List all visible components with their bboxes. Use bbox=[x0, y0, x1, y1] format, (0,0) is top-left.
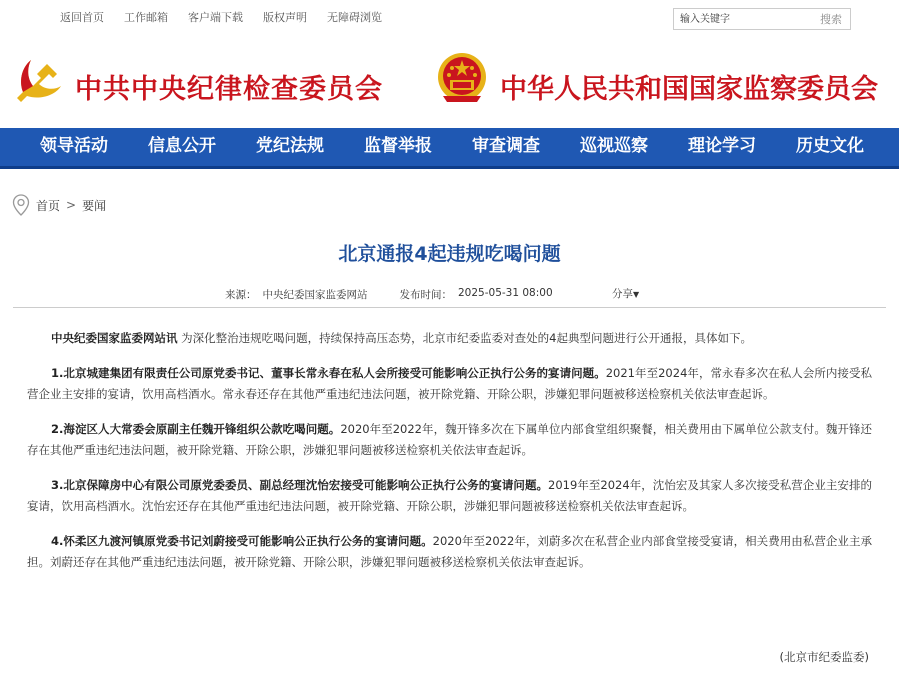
paragraph-lead: 中央纪委国家监委网站讯 bbox=[51, 331, 178, 345]
breadcrumb bbox=[12, 194, 106, 216]
chevron-down-icon: ▼ bbox=[633, 290, 640, 299]
paragraph-case-1 bbox=[27, 363, 872, 405]
article-meta bbox=[225, 287, 553, 302]
party-emblem-icon bbox=[13, 52, 65, 104]
link-mail[interactable]: 工作邮箱 bbox=[124, 11, 168, 24]
location-pin-icon bbox=[12, 194, 30, 216]
paragraph-text: 2020年至2022年，刘蔚多次在私营企业内部食堂接受宴请，相关费用由私营企业主承担。刘蔚还存在其他严重违纪违法问题，被开除党籍、开除公职，涉嫌犯罪问题被移送检察机关依法审查起诉。 bbox=[27, 534, 873, 569]
paragraph-case-2 bbox=[27, 419, 872, 461]
paragraph-case-3 bbox=[27, 475, 872, 517]
time-label: 发布时间： bbox=[399, 289, 452, 301]
link-client-download[interactable]: 客户端下载 bbox=[188, 11, 243, 24]
link-accessibility[interactable]: 无障碍浏览 bbox=[327, 11, 382, 24]
paragraph-text: 2019年至2024年，沈怡宏及其家人多次接受私营企业主安排的宴请，饮用高档酒水。沈怡宏还存在其他严重违纪违法问题，被开除党籍、开除公职，涉嫌犯罪问题被移送检察机关依法审查起诉。 bbox=[27, 478, 872, 513]
breadcrumb-current[interactable]: 要闻 bbox=[82, 198, 107, 213]
nav-item-disclosure[interactable]: 信息公开 bbox=[148, 136, 216, 156]
breadcrumb-home[interactable]: 首页 bbox=[36, 198, 61, 213]
title-nsc: 中华人民共和国国家监察委员会 bbox=[500, 74, 878, 105]
time-value: 2025-05-31 08:00 bbox=[458, 287, 553, 299]
article-footer-source: (北京市纪委监委) bbox=[779, 650, 869, 664]
top-links bbox=[60, 9, 382, 25]
nav-item-regulations[interactable]: 党纪法规 bbox=[256, 136, 324, 156]
source-value: 中央纪委国家监委网站 bbox=[262, 289, 368, 301]
nav-item-theory[interactable]: 理论学习 bbox=[688, 136, 756, 156]
paragraph-text: 为深化整治违规吃喝问题，持续保持高压态势，北京市纪委监委对查处的4起典型问题进行公开通报，具体如下。 bbox=[177, 331, 752, 345]
link-copyright[interactable]: 版权声明 bbox=[263, 11, 307, 24]
paragraph-lead: 2.海淀区人大常委会原副主任魏开锋组织公款吃喝问题。 bbox=[51, 422, 341, 436]
paragraph-case-4 bbox=[27, 531, 872, 573]
source-label: 来源： bbox=[225, 289, 257, 301]
top-bar bbox=[0, 0, 899, 40]
national-emblem-icon bbox=[433, 50, 491, 108]
nav-item-leadership[interactable]: 领导活动 bbox=[40, 136, 108, 156]
paragraph-text: 2021年至2024年，常永春多次在私人会所内接受私营企业主安排的宴请，饮用高档酒水。常永春还存在其他严重违纪违法问题，被开除党籍、开除公职，涉嫌犯罪问题被移送检察机关依法审查起诉。 bbox=[27, 366, 873, 401]
share-button[interactable] bbox=[612, 286, 639, 301]
nav-item-inspection[interactable]: 巡视巡察 bbox=[580, 136, 648, 156]
article-title: 北京通报4起违规吃喝问题 bbox=[338, 243, 561, 265]
link-home[interactable]: 返回首页 bbox=[60, 11, 104, 24]
paragraph-lead: 3.北京保障房中心有限公司原党委委员、副总经理沈怡宏接受可能影响公正执行公务的宴请问题。 bbox=[51, 478, 549, 492]
paragraph-lead: 1.北京城建集团有限责任公司原党委书记、董事长常永春在私人会所接受可能影响公正执行公务的宴请问题。 bbox=[51, 366, 606, 380]
divider bbox=[13, 307, 886, 308]
title-ccdi: 中共中央纪律检查委员会 bbox=[75, 74, 383, 105]
main-nav bbox=[0, 128, 899, 169]
nav-item-history[interactable]: 历史文化 bbox=[796, 136, 864, 156]
search-box bbox=[673, 8, 851, 30]
share-label: 分享 bbox=[612, 288, 633, 300]
nav-item-report[interactable]: 监督举报 bbox=[364, 136, 432, 156]
search-input[interactable] bbox=[674, 13, 802, 26]
paragraph-text: 2020年至2022年，魏开锋多次在下属单位内部食堂组织聚餐，相关费用由下属单位公款支付。魏开锋还存在其他严重违纪违法问题，被开除党籍、开除公职，涉嫌犯罪问题被移送检察机关依法审查起诉。 bbox=[27, 422, 872, 457]
paragraph-intro bbox=[27, 328, 872, 349]
article-body bbox=[27, 328, 872, 587]
breadcrumb-separator: > bbox=[66, 198, 77, 212]
paragraph-lead: 4.怀柔区九渡河镇原党委书记刘蔚接受可能影响公正执行公务的宴请问题。 bbox=[51, 534, 433, 548]
search-button[interactable]: 搜索 bbox=[820, 13, 842, 26]
nav-item-investigation[interactable]: 审查调查 bbox=[472, 136, 540, 156]
